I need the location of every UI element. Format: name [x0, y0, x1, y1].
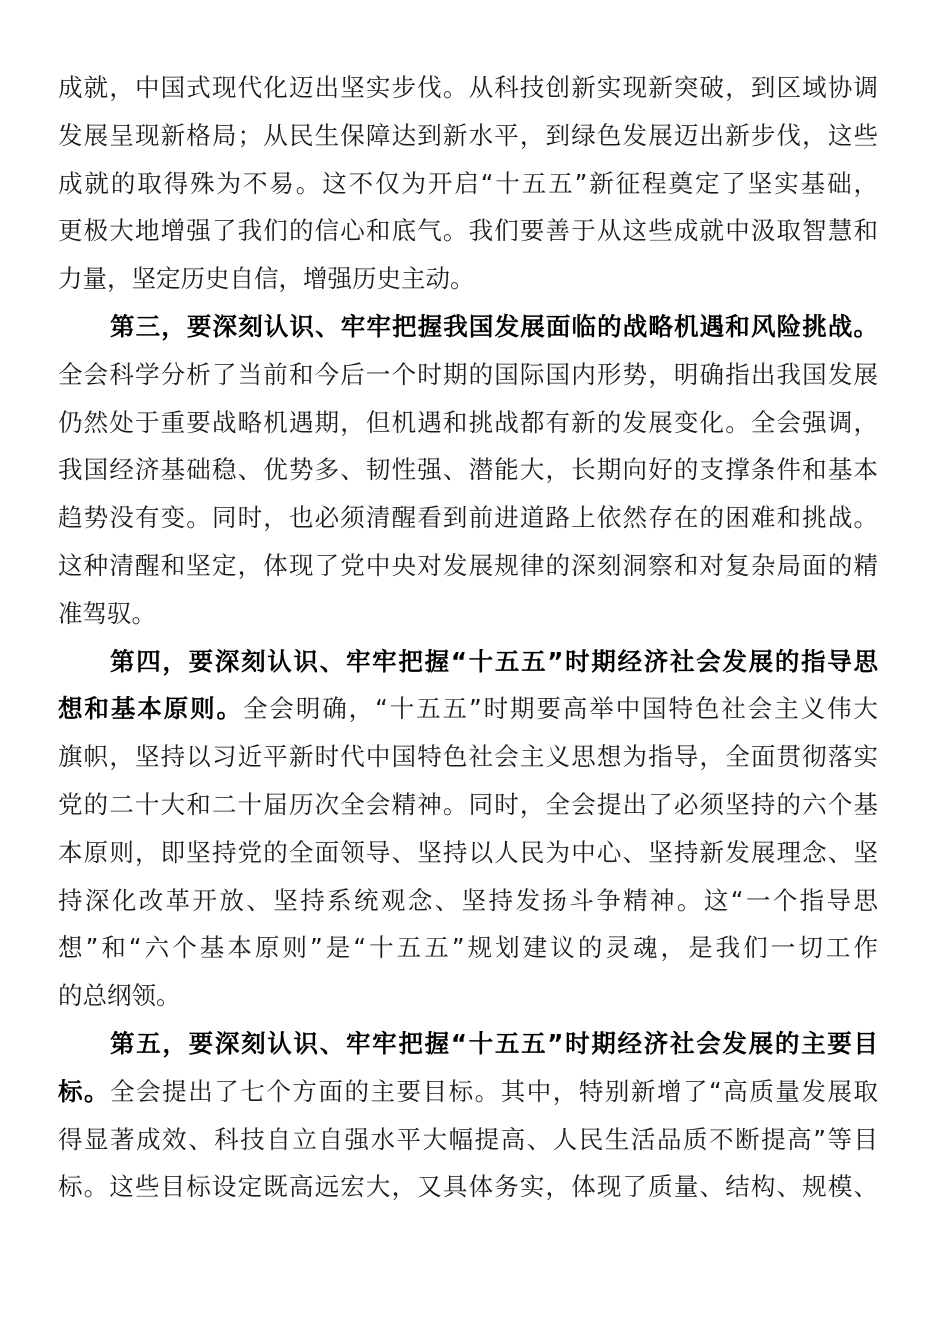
text-run: 全会提出了七个方面的主要目标。其中，特别新增了“高质量发展取: [110, 1076, 878, 1106]
text-line: [58, 1068, 878, 1116]
paragraph-achievements: [58, 64, 878, 303]
text-run: 全会明确，“十五五”时期要高举中国特色社会主义伟大: [242, 694, 879, 724]
paragraph-fifth-point: [58, 1020, 878, 1211]
text-line: 趋势没有变。同时，也必须清醒看到前进道路上依然存在的困难和挑战。: [58, 503, 878, 533]
section-heading-third: 第三，要深刻认识、牢牢把握我国发展面临的战略机遇和风险挑战。: [110, 311, 878, 341]
section-heading-fifth-cont: 标。: [58, 1076, 111, 1106]
text-line: 标。这些目标设定既高远宏大，又具体务实，体现了质量、结构、规模、: [58, 1172, 878, 1202]
text-line: 的总纲领。: [58, 981, 181, 1011]
text-line: 准驾驭。: [58, 598, 156, 628]
text-line: 持深化改革开放、坚持系统观念、坚持发扬斗争精神。这“一个指导思: [58, 885, 878, 915]
text-line: 力量，坚定历史自信，增强历史主动。: [58, 264, 475, 294]
section-heading-fourth-cont: 想和基本原则。: [58, 694, 243, 724]
text-line: 仍然处于重要战略机遇期，但机遇和挑战都有新的发展变化。全会强调，: [58, 407, 878, 437]
text-line: 得显著成效、科技自立自强水平大幅提高、人民生活品质不断提高”等目: [58, 1124, 878, 1154]
text-line: 成就，中国式现代化迈出坚实步伐。从科技创新实现新突破，到区域协调: [58, 73, 878, 102]
paragraph-third-point: [58, 303, 878, 638]
section-heading-fifth: 第五，要深刻认识、牢牢把握“十五五”时期经济社会发展的主要目: [110, 1028, 878, 1058]
text-line: 这种清醒和坚定，体现了党中央对发展规律的深刻洞察和对复杂局面的精: [58, 550, 878, 580]
paragraph-fourth-point: [58, 638, 878, 1020]
text-line: 成就的取得殊为不易。这不仅为开启“十五五”新征程奠定了坚实基础，: [58, 168, 878, 198]
text-line: 本原则，即坚持党的全面领导、坚持以人民为中心、坚持新发展理念、坚: [58, 837, 878, 867]
text-line: 旗帜，坚持以习近平新时代中国特色社会主义思想为指导，全面贯彻落实: [58, 742, 878, 772]
text-line: [58, 685, 878, 733]
text-line: 想”和“六个基本原则”是“十五五”规划建议的灵魂，是我们一切工作: [58, 933, 878, 963]
text-line: 全会科学分析了当前和今后一个时期的国际国内形势，明确指出我国发展: [58, 359, 878, 389]
text-line: 我国经济基础稳、优势多、韧性强、潜能大，长期向好的支撑条件和基本: [58, 455, 878, 485]
document-page: [58, 64, 878, 1211]
text-line: 党的二十大和二十届历次全会精神。同时，全会提出了必须坚持的六个基: [58, 789, 878, 819]
section-heading-fourth: 第四，要深刻认识、牢牢把握“十五五”时期经济社会发展的指导思: [110, 646, 878, 676]
text-line: 发展呈现新格局；从民生保障达到新水平，到绿色发展迈出新步伐，这些: [58, 120, 878, 150]
text-line: 更极大地增强了我们的信心和底气。我们要善于从这些成就中汲取智慧和: [58, 216, 878, 246]
